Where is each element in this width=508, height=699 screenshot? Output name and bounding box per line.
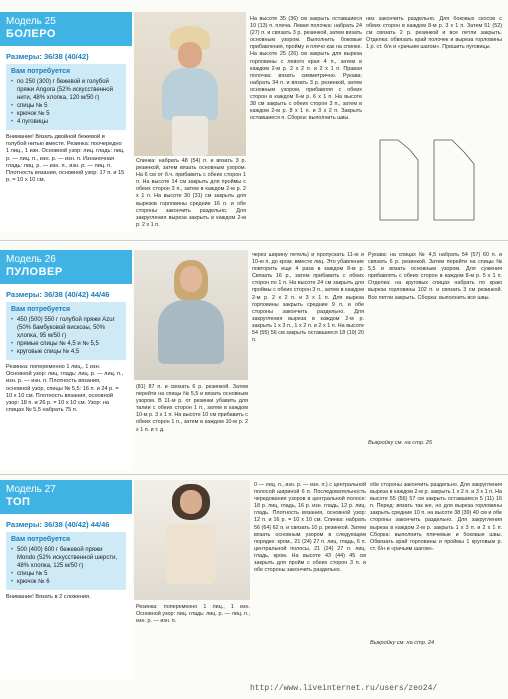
section-divider — [0, 240, 508, 241]
face-shape — [178, 42, 202, 68]
material-item: • 4 пуговицы — [11, 118, 121, 126]
face-shape — [180, 490, 202, 514]
model-27-name: Модель 27 — [6, 484, 56, 495]
material-item: • крючок № 6 — [11, 578, 121, 586]
model-26-col-3: через ширину петель) и пропускать 11-ю и 10-ю п. до кром. вместе лиц. Это убавление повторить еще 4 раза в каждом 8-м р. Связать 16 р., затем прибавить с обеих сторон по 1 п. На высоте 24 см закрыть для проймы с обеих сторон 3 п., затем в каждом 2-м р. 2 х 2 п. и 3 х 1 п. Для выреза горловины закрыть средние 9 п. и обе стороны закончить раздельно. Для закругления выреза в каждом 2-м р. закрыть 1 х 3 п., 1 х 2 п. и 2 х 1 п. На высоте 54 (55) 56 см закрыть оставшиеся 18 (19) 20 п. — [252, 252, 364, 344]
model-25-col-4: низ закончить раздельно. Для боковых скосов с обеих сторон в каждом 8-м р. 3 х 1 п. Затем 51 (52) см связать 2 р. резинкой и все петли закрыть. Отделка: обвязать край полочек и выреза горловины 1 р. ст. б/н и «рачьим шагом». Пришить пуговицы. — [366, 16, 502, 51]
model-26-materials — [6, 302, 126, 360]
model-25-sizes: Размеры: 36/38 (40/42) — [6, 52, 89, 61]
material-item: • спицы № 5 — [11, 570, 121, 578]
model-27-sizes: Размеры: 36/38 (40/42) 44/46 — [6, 520, 110, 529]
trousers-shape — [172, 116, 208, 156]
model-25-sidebar — [0, 12, 132, 232]
model-25-header — [0, 12, 132, 46]
face-shape — [180, 266, 202, 292]
material-item: • круговые спицы № 4,5 — [11, 348, 121, 356]
model-27-materials-title: Вам потребуется — [11, 536, 71, 543]
section-divider — [0, 474, 508, 475]
material-item: • по 250 (300) г бежевой и голубой пряжи Angora (52% искусственной нити, 48% хлопка, 120 м/50 г) — [11, 78, 121, 102]
model-25-schematic-diagram — [370, 130, 500, 234]
model-26-name: Модель 26 — [6, 254, 56, 265]
model-27-col-4: обе стороны закончить раздельно. Для закругления выреза в каждом 2-м р. закрыть 1 х 2 п. и 3 х 1 п. На высоте 55 (56) 57 см закрыть оставшиеся 5 (11) 16 п. Перед: вязать так же, но для выреза горловины закрыть средние 10 п. на высоте 38 (39) 40 см и обе стороны закончить раздельно. Для закругления выреза в каждом 2-м р. закрыть 1 х 3 п. и 2 х 1 п. Сборка: выполнить плечевые и боковые швы. Обвязать край горловины и проймы 1 круговым р. ст. б/н и «рачьим шагом». — [370, 482, 502, 552]
model-27-pattern-reference: Выкройку см. на стр. 24 — [370, 640, 435, 646]
model-25-col-3: На высоте 35 (36) см закрыть оставшиеся 10 (13) п. плеча. Левая полочка: набрать 24 (27) п. и связать 3 р. резинкой, затем вязать основным узором. Выполнить боковые прибавления, пройму и плечо как на спинке. На высоте 25 (26) см закрыть для выреза горловины с левого края 4 п., затем в каждом 2-м р. 2 х 2 п. и 2 х 1 п. Правая полочка: вязать симметрично. Рукава: набрать 34 п. и вязать 3 р. резинкой, затем основным узором, прибавляя с обеих сторон в каждом 6-м р. 6 х 1 п. На высоте 38 см закрыть с обеих сторон 3 п., затем в каждом 2-м р. 8 х 1 п. и 3 х 2 п. Закрыть оставшиеся п. Сборка: выполнить швы. — [250, 16, 362, 122]
model-26-col-4: Рукава: на спицах № 4,5 набрать 54 (57) 60 п. и связать 6 р. резинкой. Затем перейти на спицы № 5,5 и вязать основным узором. Для сужения прибавлять с обеих сторон в каждом 8-м р. 5 х 1 п. Отделка: на круговых спицах набрать по краю выреза горловины 102 п. и связать 3 см резинкой. Все петли закрыть. Сборка: выполнить все швы. — [368, 252, 502, 301]
model-26-col-2: (81) 87 п. и связать 6 р. резинкой. Затем перейти на спицы № 5,5 и вязать основным узором. В 11-м р. от резинки убавить для талии с обеих сторон 1 п., затем в каждом 10-м р. 3 х 1 п. На высоте 10 см прибавить с обеих сторон 1 п., затем в каждом 10-м р. 2 х 1 п. и т. д. — [136, 384, 248, 433]
model-27-materials — [6, 532, 126, 590]
model-26-title: ПУЛОВЕР — [6, 266, 63, 278]
model-27-title: ТОП — [6, 496, 31, 508]
model-26-header — [0, 250, 132, 284]
model-25-title: БОЛЕРО — [6, 28, 56, 40]
model-25-materials — [6, 64, 126, 130]
model-27-col-2: Резинка: попеременно 1 лиц., 1 изн. Основной узор: лиц. гладь: лиц. р. — лиц. п., изн. р. — изн. п. — [136, 604, 250, 625]
front-pattern-outline — [434, 140, 474, 220]
model-27-pattern-notes: Внимание! Вязать в 2 сложения. — [6, 594, 91, 600]
model-27-col-3: 0 — лиц. п., изн. р. — изн. п.) с центральной полосой шириной 6 п. Последовательность чередования узоров в центральной полосе: 18 р. лиц. гладь, 16 р. изн. гладь, 12 р. лиц. гладь. Плотность вязания, основной узор: 12 п. и 16 р. = 10 х 10 см. Спинка: набрать 56 (64) 62 п. и связать 10 р. резинкой. Затем вязать основным узором в следующем порядке: кром., 21 (24) 27 п. лиц. гладь, 6 п. центральной полосы, 21 (24) 27 п. лиц. гладь, кром. На высоте 43 (44) 45 см закрыть для пройм с обеих сторон 3 п. и обе стороны закончить раздельно. — [254, 482, 366, 574]
pullover-shape — [158, 300, 224, 364]
top-shape — [166, 524, 216, 584]
model-26-sizes: Размеры: 36/38 (40/42) 44/46 — [6, 290, 110, 299]
material-item: • 500 (400) 600 г бежевой пряжи Mondo (52% искусственной шерсти, 48% хлопка, 125 м/50 г) — [11, 546, 121, 570]
model-25-back-text: Спинка: набрать 48 (54) п. и вязать 3 р. резинкой, затем вязать основным узором. На 6 см от б.ч. прибавить с обеих сторон 1 п. На высоте 14 см закрыть для проймы с обеих сторон 3 п., затем в каждом 2-м р. 2 х 1 п. На высоте 30 (31) см закрыть для вырезов горловины средние 16 п. и обе стороны закончить раздельно. Для закругления выреза закрыть в каждом 2-м р. 2 х 1 п. — [136, 158, 246, 228]
model-25-materials-title: Вам потребуется — [11, 68, 71, 75]
model-27-photo — [134, 480, 250, 600]
model-26-materials-title: Вам потребуется — [11, 306, 71, 313]
back-pattern-outline — [380, 140, 418, 220]
model-26-photo — [134, 250, 248, 380]
model-27-header — [0, 480, 132, 514]
material-item: • 450 (500) 550 г голубой пряжи Azur (50% бамбуковой вискозы, 50% хлопка, 95 м/50 г) — [11, 316, 121, 340]
watermark-url: http://www.liveinternet.ru/users/zeo24/ — [250, 684, 438, 693]
model-26-pattern-notes: Резинка: попеременно 1 лиц., 1 изн. Основной узор: лиц. гладь: лиц. р. — лиц. п., изн. р. — изн. п. Плотность вязания, основной узор, спицы № 5,5: 16 п. и 24 р. = 10 х 10 см. Плотность вязания, основной узор: 18 п. и 26 р. = 10 х 10 см. Узор: на спицах № 5,5 набрать 75 п. — [6, 364, 124, 414]
model-25-photo — [134, 12, 246, 156]
bolero-shape — [162, 68, 218, 120]
material-item: • прямые спицы № 4,5 и № 5,5 — [11, 340, 121, 348]
model-25-pattern-notes: Внимание! Вязать двойной бежевой и голубой нитью вместе. Резинка: поочередно 1 лиц., 1 изн. Основной узор: лиц. гладь: лиц. р. — лиц. п., изн. р. — изн. п. Изнаночная гладь: лиц. р. — изн. п., изн. р. — лиц. п. Плотность вязания, основной узор: 17 п. и 15 р. = 10 х 10 см. — [6, 134, 125, 184]
material-item: • крючок № 5 — [11, 110, 121, 118]
model-26-pattern-reference: Выкройку см. на стр. 25 — [368, 440, 433, 446]
model-27-sidebar — [0, 480, 132, 680]
model-25-name: Модель 25 — [6, 16, 56, 27]
material-item: • спицы № 5 — [11, 102, 121, 110]
model-26-sidebar — [0, 250, 132, 470]
